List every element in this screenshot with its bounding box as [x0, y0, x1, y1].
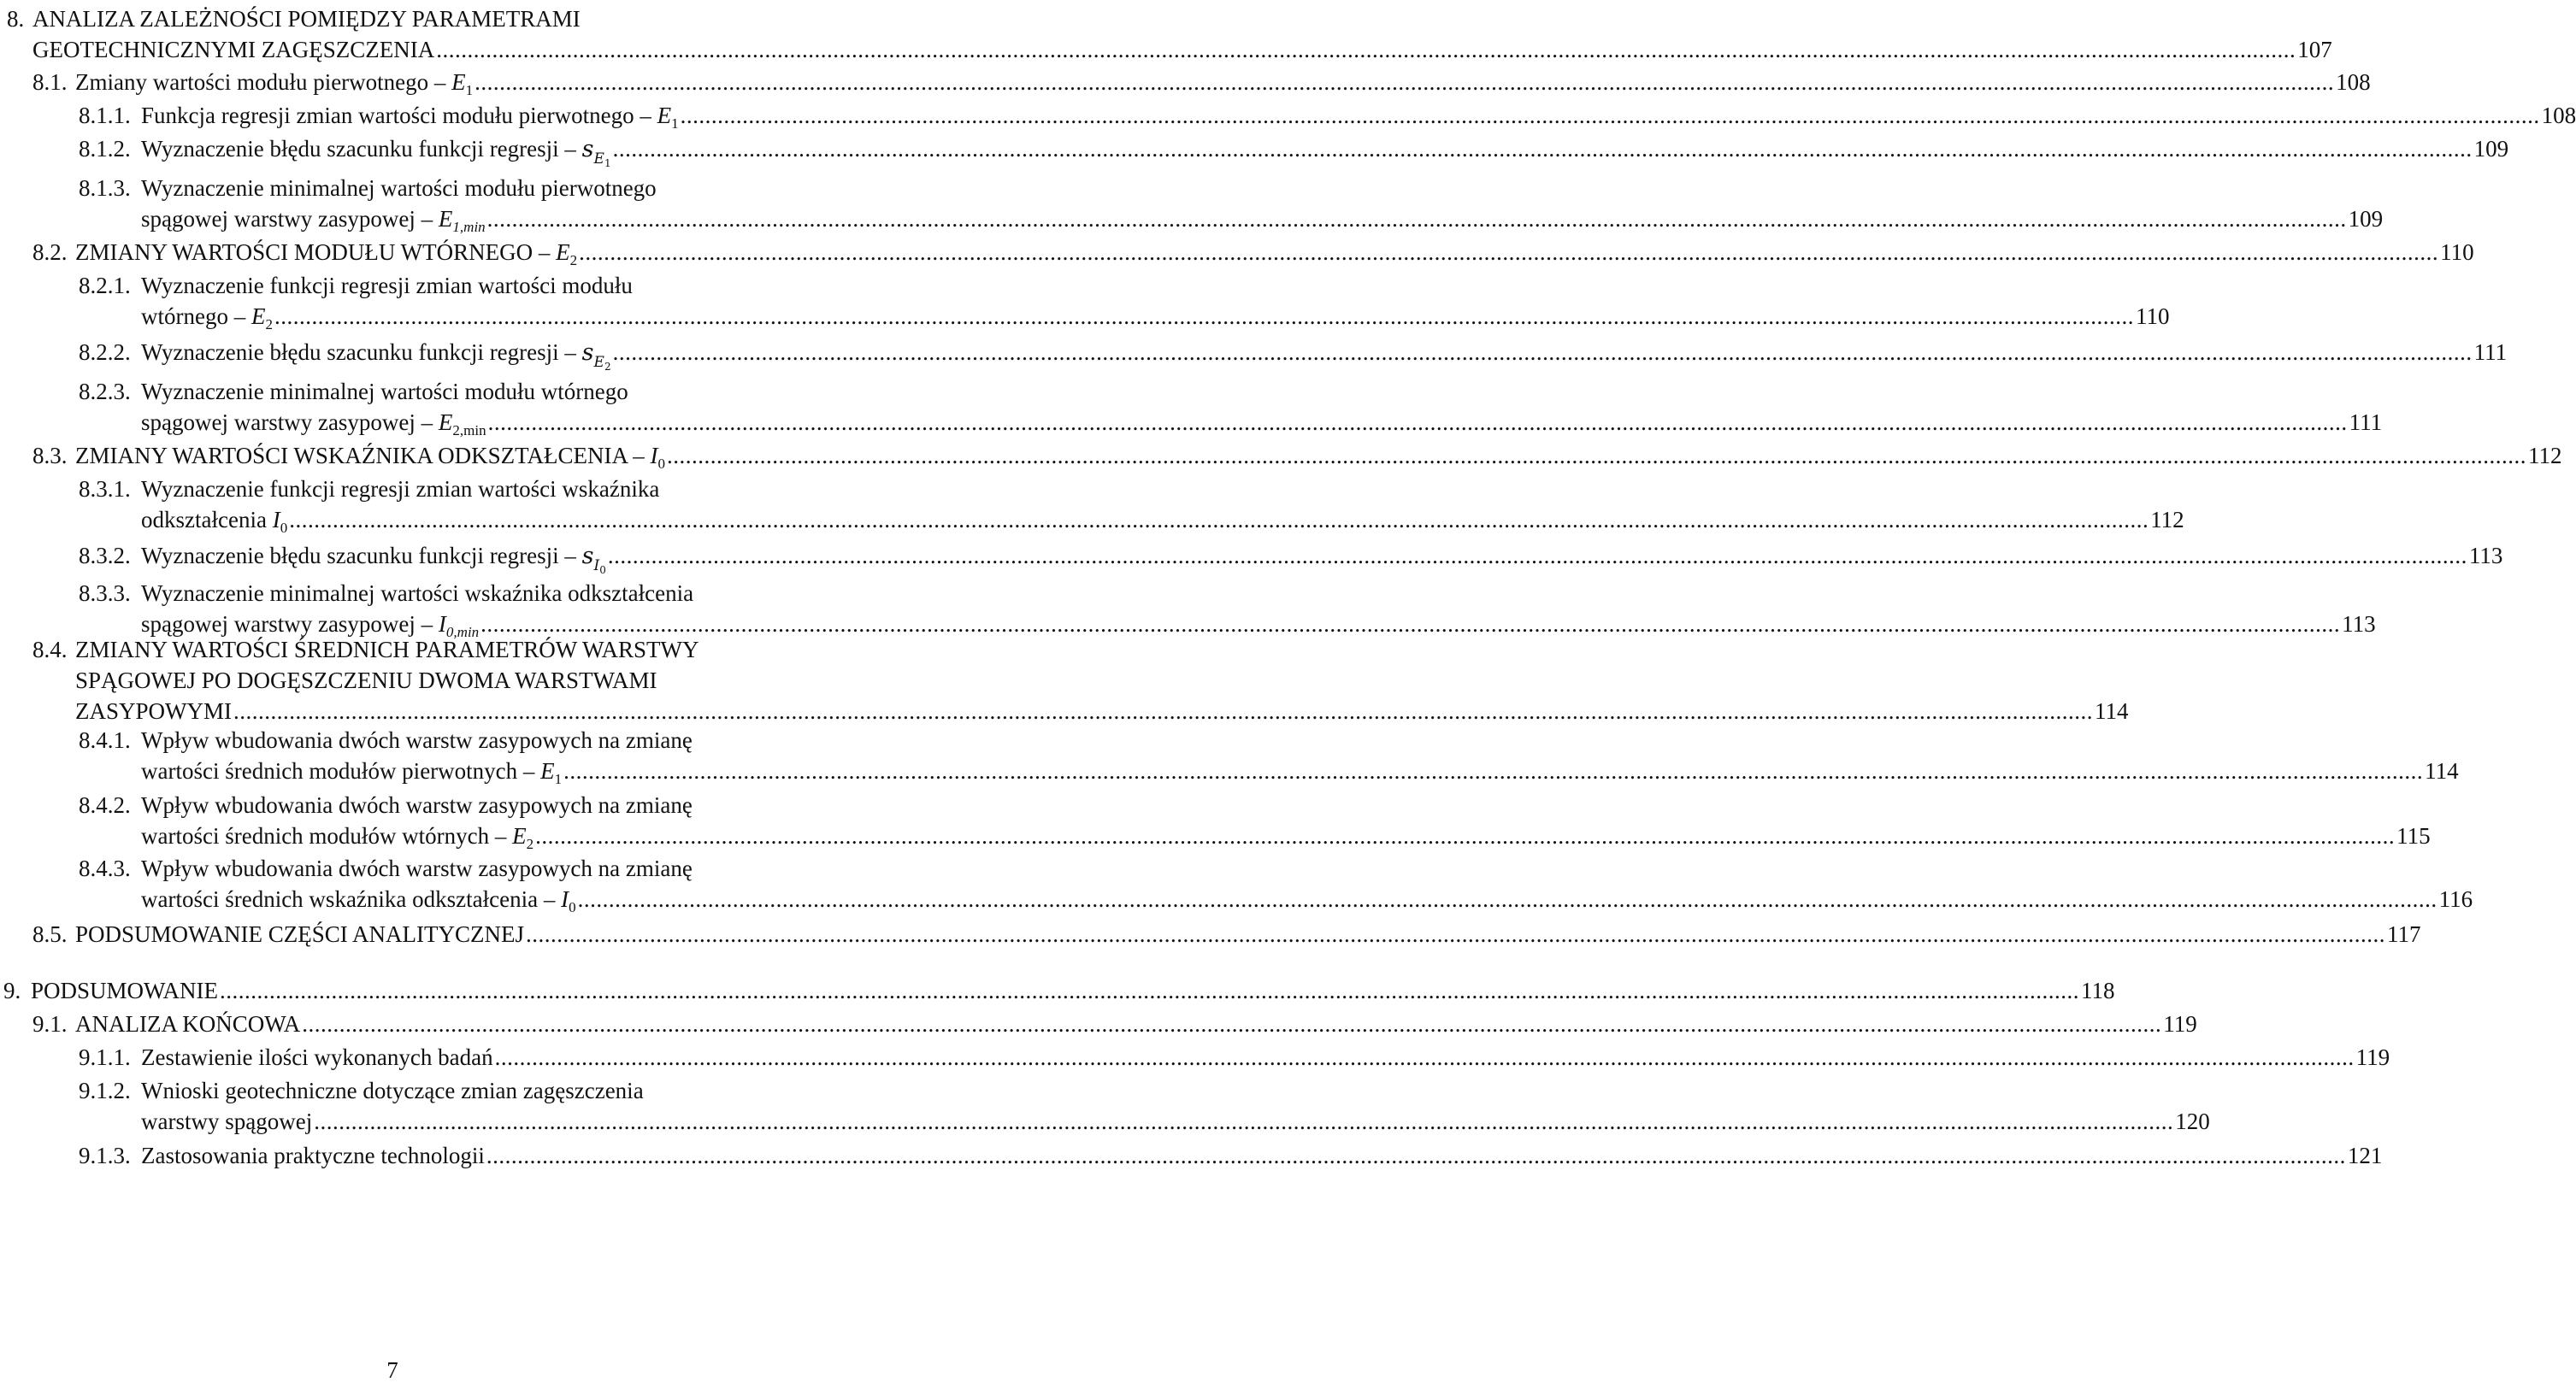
toc-entry-title: Wyznaczenie funkcji regresji zmian wartości modułu — [141, 273, 633, 298]
toc-entry-title: PODSUMOWANIE — [31, 978, 219, 1003]
dot-leader: ............................................................................................................................................................................................................................................................................................................ — [612, 339, 2473, 365]
toc-entry-title-cont: GEOTECHNICZNYMI ZAGĘSZCZENIA — [32, 37, 435, 62]
toc-entry-title: ANALIZA KOŃCOWA — [75, 1011, 301, 1037]
dot-leader: ............................................................................................................................................................................................................................................................................................................ — [436, 37, 2296, 62]
toc-entry-number: 9.1. — [32, 1011, 68, 1037]
toc-entry-number: 8.3.2. — [79, 543, 131, 568]
dot-leader: ............................................................................................................................................................................................................................................................................................................ — [289, 507, 2149, 532]
toc-entry-title-cont: odkształcenia — [141, 507, 267, 532]
toc-entry-title: Wpływ wbudowania dwóch warstw zasypowych na zmianę — [141, 856, 693, 881]
math-symbol: I — [272, 507, 280, 532]
toc-page-number: 120 — [2175, 1109, 2210, 1134]
toc-page-number: 121 — [2347, 1143, 2383, 1168]
math-subscript: 0 — [657, 456, 665, 472]
toc-page-number: 117 — [2387, 921, 2421, 947]
toc-page-number: 112 — [2527, 443, 2562, 468]
toc-page-number: 110 — [2135, 303, 2170, 329]
toc-entry-title: Wyznaczenie błędu szacunku funkcji regresji – — [141, 543, 576, 568]
toc-page-number: 113 — [2468, 543, 2503, 568]
toc-entry-number: 8.4.1. — [79, 727, 131, 753]
toc-entry-number: 8.4.2. — [79, 792, 131, 818]
toc-page-number: 112 — [2150, 507, 2184, 532]
math-subscript: 1 — [671, 115, 679, 132]
toc-page-number: 110 — [2440, 239, 2474, 265]
toc-entry-title: Wpływ wbudowania dwóch warstw zasypowych na zmianę — [141, 792, 693, 818]
math-symbol: s — [581, 136, 594, 162]
dot-leader: ............................................................................................................................................................................................................................................................................................................ — [314, 1109, 2174, 1134]
toc-entry-title-cont: warstwy spągowej — [141, 1109, 313, 1134]
toc-page-number: 111 — [2473, 339, 2508, 365]
dot-leader: ............................................................................................................................................................................................................................................................................................................ — [475, 69, 2335, 95]
math-subsubscript: 2 — [604, 361, 611, 373]
toc-entry-title: ZMIANY WARTOŚCI WSKAŹNIKA ODKSZTAŁCENIA – — [75, 443, 645, 468]
math-symbol: E — [251, 303, 266, 329]
toc-entry-title: Wnioski geotechniczne dotyczące zmian zagęszczenia — [141, 1078, 644, 1103]
math-symbol: s — [581, 543, 594, 569]
toc-entry-number: 9.1.3. — [79, 1143, 131, 1168]
math-symbol: E — [556, 239, 570, 265]
math-symbol: E — [540, 758, 555, 784]
math-symbol: I — [561, 886, 569, 912]
toc-entry-title-cont: wtórnego – — [141, 303, 246, 329]
toc-entry-number: 8.4.3. — [79, 856, 131, 881]
math-subscript: E — [593, 150, 604, 168]
toc-entry-number: 8.3.3. — [79, 580, 131, 606]
math-subscript: I — [593, 557, 600, 574]
toc-entry-title-cont: wartości średnich wskaźnika odkształcenia – — [141, 886, 556, 912]
toc-page-number: 119 — [2163, 1011, 2197, 1037]
toc-entry-title: Wyznaczenie minimalnej wartości modułu pierwotnego — [141, 175, 657, 201]
dot-leader: ............................................................................................................................................................................................................................................................................................................ — [577, 886, 2437, 912]
dot-leader: ............................................................................................................................................................................................................................................................................................................ — [486, 206, 2347, 232]
dot-leader: ............................................................................................................................................................................................................................................................................................................ — [666, 443, 2526, 468]
toc-entry-number: 9. — [3, 978, 21, 1003]
toc-entry-title: Zestawienie ilości wykonanych badań — [141, 1044, 493, 1070]
toc-entry-number: 9.1.1. — [79, 1044, 131, 1070]
toc-entry-title: Wyznaczenie minimalnej wartości wskaźnika odkształcenia — [141, 580, 694, 606]
toc-entry-title: Wyznaczenie błędu szacunku funkcji regresji – — [141, 136, 576, 162]
toc-entry-number: 8.3. — [32, 443, 68, 468]
math-symbol: E — [451, 69, 466, 95]
toc-entry-number: 8.2.2. — [79, 339, 131, 365]
math-symbol: E — [512, 823, 527, 849]
math-subsubscript: 1 — [604, 157, 611, 169]
dot-leader: ............................................................................................................................................................................................................................................................................................................ — [607, 543, 2467, 568]
toc-entry-number: 8.1.1. — [79, 103, 131, 128]
toc-entry-title: ANALIZA ZALEŻNOŚCI POMIĘDZY PARAMETRAMI — [32, 6, 581, 32]
toc-entry-number: 9.1.2. — [79, 1078, 131, 1103]
toc-page-number: 109 — [2473, 136, 2509, 162]
math-subscript: 0 — [280, 520, 288, 536]
math-subscript: 1,min — [452, 219, 486, 235]
math-symbol: I — [650, 443, 658, 468]
toc-entry-title: Zmiany wartości modułu pierwotnego – — [75, 69, 446, 95]
dot-leader: ............................................................................................................................................................................................................................................................................................................ — [563, 758, 2424, 784]
toc-entry-number: 8.3.1. — [79, 476, 131, 502]
toc-entry-title: Wyznaczenie minimalnej wartości modułu wtórnego — [141, 379, 628, 404]
dot-leader: ............................................................................................................................................................................................................................................................................................................ — [233, 698, 2094, 724]
dot-leader: ............................................................................................................................................................................................................................................................................................................ — [612, 136, 2473, 162]
dot-leader: ............................................................................................................................................................................................................................................................................................................ — [486, 1143, 2346, 1168]
dot-leader: ............................................................................................................................................................................................................................................................................................................ — [535, 823, 2396, 849]
toc-entry-title: PODSUMOWANIE CZĘŚCI ANALITYCZNEJ — [75, 921, 524, 947]
math-subsubscript: 0 — [599, 564, 606, 576]
dot-leader: ............................................................................................................................................................................................................................................................................................................ — [274, 303, 2134, 329]
toc-page-number: 114 — [2095, 698, 2129, 724]
toc-page-number: 109 — [2348, 206, 2384, 232]
toc-entry-title: ZMIANY WARTOŚCI ŚREDNICH PARAMETRÓW WARSTWY — [75, 637, 699, 662]
toc-entry-title: Wyznaczenie błędu szacunku funkcji regresji – — [141, 339, 576, 365]
toc-entry-title: ZMIANY WARTOŚCI MODUŁU WTÓRNEGO – — [75, 239, 551, 265]
toc-page-number: 115 — [2396, 823, 2431, 849]
toc-page-number: 108 — [2336, 69, 2371, 95]
math-subscript: 0 — [569, 899, 576, 915]
math-subscript: 2,min — [452, 422, 486, 438]
toc-entry-number: 8.2.3. — [79, 379, 131, 404]
toc-entry-number: 8.2.1. — [79, 273, 131, 298]
dot-leader: ............................................................................................................................................................................................................................................................................................................ — [302, 1011, 2162, 1037]
math-subscript: 2 — [526, 836, 534, 852]
dot-leader: ............................................................................................................................................................................................................................................................................................................ — [220, 978, 2080, 1003]
dot-leader: ............................................................................................................................................................................................................................................................................................................ — [579, 239, 2439, 265]
toc-entry-title: Funkcja regresji zmian wartości modułu pierwotnego – — [141, 103, 651, 128]
toc-entry-number: 8.2. — [32, 239, 68, 265]
toc-page-number: 118 — [2081, 978, 2115, 1003]
toc-entry-title: Wpływ wbudowania dwóch warstw zasypowych na zmianę — [141, 727, 693, 753]
math-subscript: 0,min — [445, 624, 480, 640]
toc-page-number: 114 — [2425, 758, 2459, 784]
math-subscript: 2 — [265, 316, 273, 332]
toc-entry-title-cont: spągowej warstwy zasypowej – — [141, 409, 433, 435]
toc-entry-number: 8.1. — [32, 69, 68, 95]
toc-entry-title-cont: SPĄGOWEJ PO DOGĘSZCZENIU DWOMA WARSTWAMI — [75, 668, 657, 693]
math-subscript: E — [593, 354, 604, 371]
toc-entry-title-cont: ZASYPOWYMI — [75, 698, 233, 724]
page-number: 7 — [386, 1357, 398, 1383]
toc-entry-number: 8.5. — [32, 921, 68, 947]
toc-entry-title: Wyznaczenie funkcji regresji zmian wartości wskaźnika — [141, 476, 660, 502]
math-symbol: I — [438, 611, 446, 637]
toc-entry-number: 8.1.2. — [79, 136, 131, 162]
toc-entry-number: 8. — [7, 6, 25, 32]
math-symbol: E — [438, 206, 453, 232]
toc-entry-title-cont: spągowej warstwy zasypowej – — [141, 611, 433, 637]
toc-page-number: 108 — [2541, 103, 2576, 128]
toc-page-number: 111 — [2349, 409, 2383, 435]
dot-leader: ............................................................................................................................................................................................................................................................................................................ — [494, 1044, 2355, 1070]
toc-entry-title-cont: spągowej warstwy zasypowej – — [141, 206, 433, 232]
toc-page-number: 113 — [2342, 611, 2376, 637]
toc-entry-title: Zastosowania praktyczne technologii — [141, 1143, 485, 1168]
dot-leader: ............................................................................................................................................................................................................................................................................................................ — [526, 921, 2385, 947]
toc-page-number: 119 — [2355, 1044, 2390, 1070]
math-symbol: E — [438, 409, 453, 435]
math-subscript: 1 — [465, 82, 474, 98]
dot-leader: ............................................................................................................................................................................................................................................................................................................ — [487, 409, 2348, 435]
toc-entry-title-cont: wartości średnich modułów wtórnych – — [141, 823, 507, 849]
toc-entry-number: 8.1.3. — [79, 175, 131, 201]
toc-page-number: 116 — [2438, 886, 2473, 912]
math-symbol: s — [581, 339, 594, 366]
math-subscript: 1 — [554, 771, 563, 787]
toc-page-number: 107 — [2297, 37, 2332, 62]
math-symbol: E — [657, 103, 672, 128]
math-subscript: 2 — [569, 252, 578, 268]
toc-entry-title-cont: wartości średnich modułów pierwotnych – — [141, 758, 535, 784]
dot-leader: ............................................................................................................................................................................................................................................................................................................ — [680, 103, 2540, 128]
dot-leader: ............................................................................................................................................................................................................................................................................................................ — [480, 611, 2341, 637]
toc-entry-number: 8.4. — [32, 637, 68, 662]
